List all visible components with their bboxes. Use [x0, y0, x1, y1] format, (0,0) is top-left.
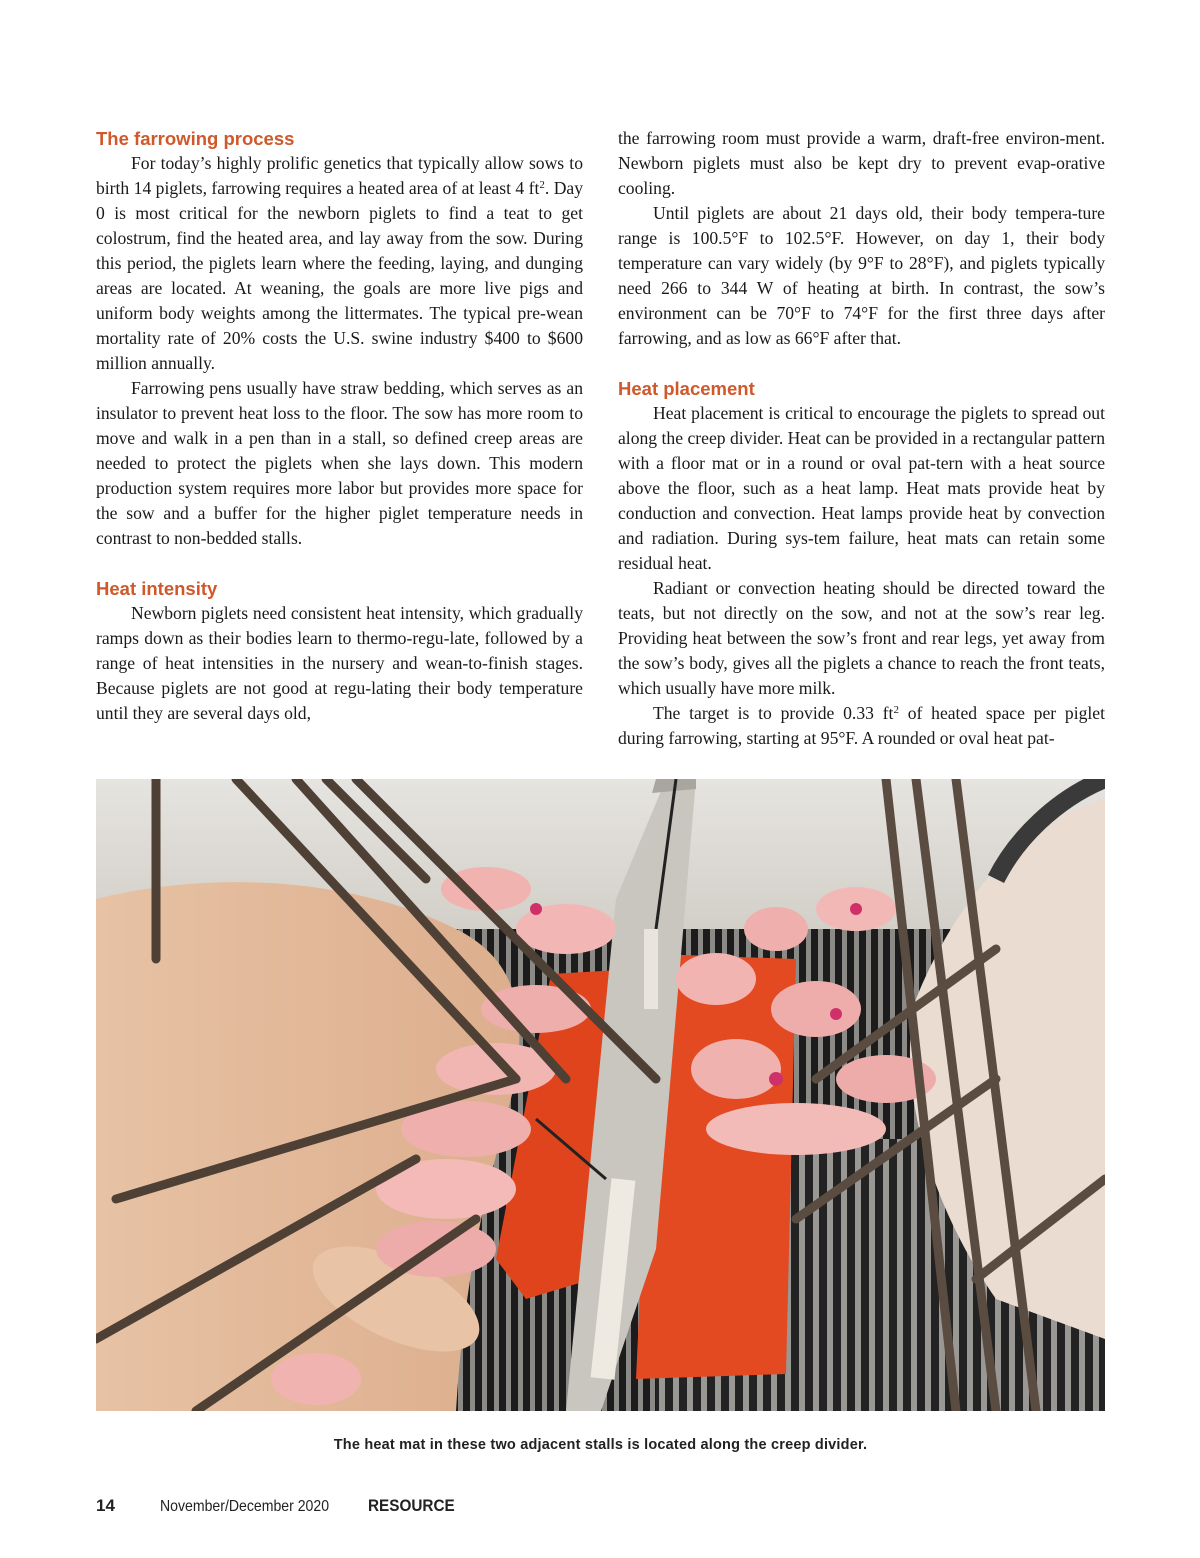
- photo-illustration: [96, 779, 1105, 1411]
- issue-date: November/December 2020: [160, 1498, 330, 1515]
- page-footer: [96, 1496, 464, 1516]
- paragraph-farrowing-2: Farrowing pens usually have straw bedding, which serves as an insulator to prevent heat loss to the floor. The sow has more room to move and walk in a pen than in a stall, so defined creep areas are needed to protect the piglets when she lays down. This modern production system requires more labor but provides more space for the sow and a buffer for the higher piglet temperature needs in contrast to non-bedded stalls.: [96, 378, 583, 548]
- page-number: 14: [96, 1496, 115, 1515]
- right-column: [618, 126, 1105, 751]
- paragraph-intensity-2: Until piglets are about 21 days old, their body tempera-ture range is 100.5°F to 102.5°F. However, on day 1, their body temperature can vary widely (by 9°F to 28°F), and piglets typically need 266 to 344 W of heating at birth. In contrast, the sow’s environment can be 70°F to 74°F for the first three days after farrowing, and as low as 66°F after that.: [618, 203, 1105, 348]
- magazine-name: RESOURCE: [368, 1496, 455, 1515]
- heading-heat-intensity: Heat intensity: [96, 578, 218, 599]
- paragraph-intensity-1-part-a: Newborn piglets need consistent heat intensity, which gradually ramps down as their bodies learn to thermo-regu-late, followed by a range of heat intensities in the nursery and wean-to-finish stages. Because piglets are not good at regu-lating their body temperature until they are several days old,: [96, 603, 583, 723]
- heading-farrowing-process: The farrowing process: [96, 128, 295, 149]
- left-column: [96, 126, 583, 726]
- farrowing-stall-photo: [96, 779, 1105, 1411]
- photo-caption: The heat mat in these two adjacent stalls is located along the creep divider.: [333, 1437, 868, 1453]
- paragraph-farrowing-1: For today’s highly prolific genetics that typically allow sows to birth 14 piglets, farrowing requires a heated area of at least 4 $ft^2$. Day 0 is most critical for the newborn piglets to find a teat to get colostrum, find the heated area, and lay away from the sow. During this period, the piglets learn where the feeding, laying, and dunging areas are located. At weaning, the goals are more live pigs and uniform body weights among the littermates. The typical pre-wean mortality rate of 20% costs the U.S. swine industry $400 to $600 million annually.: [96, 153, 584, 373]
- paragraph-placement-2: Radiant or convection heating should be directed toward the teats, but not directly on the sow, and not at the sow’s rear leg. Providing heat between the sow’s front and rear legs, yet away from the sow’s body, gives all the piglets a chance to reach the front teats, which usually have more milk.: [618, 578, 1105, 698]
- paragraph-placement-3: The target is to provide 0.33 $ft^2$ of heated space per piglet during farrowing, starting at 95°F. A rounded or oval heat pat-: [618, 703, 1105, 748]
- heading-heat-placement: Heat placement: [618, 378, 755, 399]
- paragraph-placement-1: Heat placement is critical to encourage the piglets to spread out along the creep divider. Heat can be provided in a rectangular pattern with a floor mat or in a round or oval pat-tern with a heat source above the floor, such as a heat lamp. Heat mats provide heat by conduction and convection. Heat lamps provide heat by convection and radiation. During sys-tem failure, heat mats can retain some residual heat.: [618, 403, 1105, 573]
- paragraph-intensity-1-part-b: the farrowing room must provide a warm, draft-free environ-ment. Newborn piglets must also be kept dry to prevent evap-orative cooling.: [618, 128, 1105, 198]
